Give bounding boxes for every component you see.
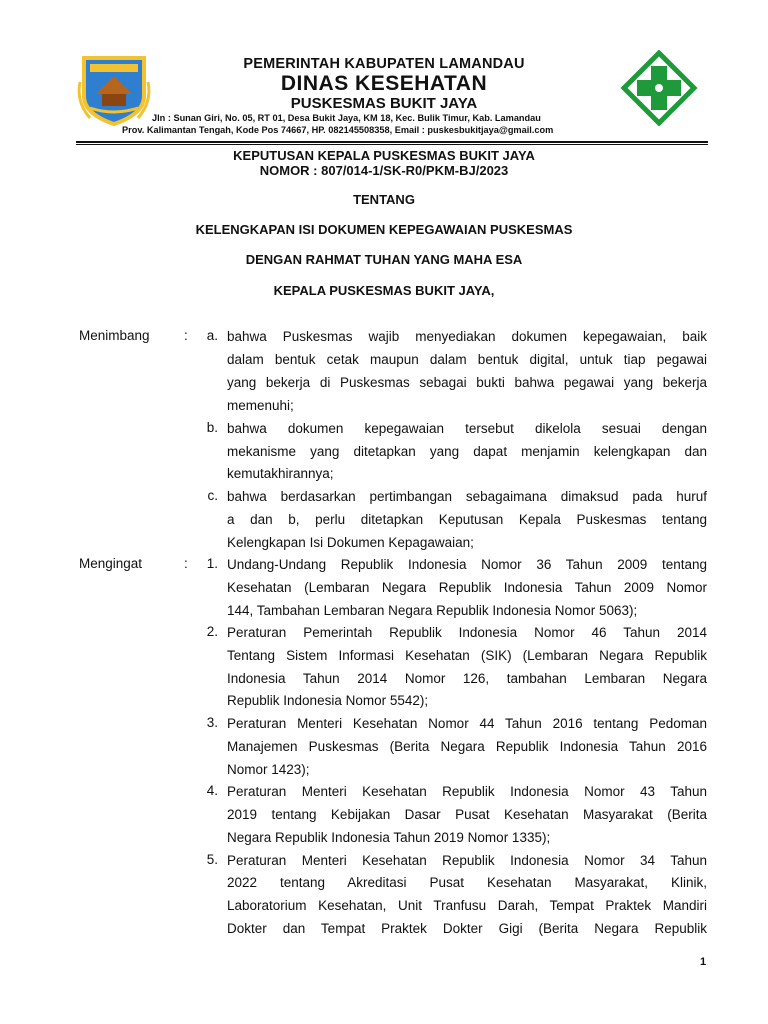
- mengingat-4-line-2: 2019 tentang Kebijakan Dasar Pusat Kesehatan Masyarakat (Berita: [227, 807, 707, 822]
- decree-blessing: DENGAN RAHMAT TUHAN YANG MAHA ESA: [245, 252, 523, 267]
- menimbang-a-line-3: yang bekerja di Puskesmas sebagai bukti bahwa pegawai yang bekerja: [227, 375, 707, 390]
- menimbang-a-line-1: bahwa Puskesmas wajib menyediakan dokumen kepegawaian, baik: [227, 329, 707, 344]
- menimbang-b-line-3: kemutakhirannya;: [227, 466, 334, 481]
- mengingat-1-line-3: 144, Tambahan Lembaran Negara Republik Indonesia Nomor 5063);: [227, 603, 638, 618]
- mengingat-2-line-3: Indonesia Tahun 2014 Nomor 126, tambahan Lembaran Negara: [227, 671, 707, 686]
- letterhead-institution: PUSKESMAS BUKIT JAYA: [290, 95, 478, 112]
- menimbang-label: Menimbang: [79, 328, 150, 343]
- decree-number: NOMOR : 807/014-1/SK-R0/PKM-BJ/2023: [259, 163, 509, 178]
- menimbang-mark-c: c.: [207, 488, 218, 503]
- menimbang-c-line-2: a dan b, perlu ditetapkan Keputusan Kepala Puskesmas tentang: [227, 512, 707, 527]
- menimbang-mark-b: b.: [206, 420, 218, 435]
- mengingat-2-line-4: Republik Indonesia Nomor 5542);: [227, 693, 429, 708]
- mengingat-mark-4: 4.: [206, 783, 218, 798]
- letterhead-address-line1: Jln : Sunan Giri, No. 05, RT 01, Desa Bukit Jaya, KM 18, Kec. Bulik Timur, Kab. Lamandau: [152, 113, 541, 123]
- menimbang-b-line-2: mekanisme yang ditetapkan yang dapat menjamin kelengkapan dan: [227, 444, 707, 459]
- letterhead-department: DINAS KESEHATAN: [280, 72, 488, 95]
- menimbang-a-line-2: dalam bentuk cetak maupun dalam bentuk digital, untuk tiap pegawai: [227, 352, 707, 367]
- menimbang-b-line-1: bahwa dokumen kepegawaian tersebut dikelola sesuai dengan: [227, 421, 707, 436]
- mengingat-3-line-2: Manajemen Puskesmas (Berita Negara Republik Indonesia Tahun 2016: [227, 739, 707, 754]
- mengingat-1-line-1: Undang-Undang Republik Indonesia Nomor 36 Tahun 2009 tentang: [227, 557, 707, 572]
- menimbang-c-line-1: bahwa berdasarkan pertimbangan sebagaimana dimaksud pada huruf: [227, 489, 707, 504]
- mengingat-2-line-2: Tentang Sistem Informasi Kesehatan (SIK) (Lembaran Negara Republik: [227, 648, 707, 663]
- letterhead-address-line2: Prov. Kalimantan Tengah, Kode Pos 74667, HP. 082145508358, Email : puskesbukitjaya@gmail.com: [122, 125, 554, 135]
- letterhead-divider: [76, 141, 708, 143]
- menimbang-c-line-3: Kelengkapan Isi Dokumen Kepagawaian;: [227, 535, 474, 550]
- mengingat-label: Mengingat: [79, 556, 143, 571]
- mengingat-mark-2: 2.: [206, 624, 218, 639]
- menimbang-a-line-4: memenuhi;: [227, 398, 294, 413]
- decree-heading: KEPUTUSAN KEPALA PUSKESMAS BUKIT JAYA: [233, 148, 535, 163]
- mengingat-2-line-1: Peraturan Pemerintah Republik Indonesia Nomor 46 Tahun 2014: [227, 625, 707, 640]
- mengingat-5-line-2: 2022 tentang Akreditasi Pusat Kesehatan Masyarakat, Klinik,: [227, 875, 707, 890]
- letterhead-government: PEMERINTAH KABUPATEN LAMANDAU: [243, 56, 525, 72]
- mengingat-5-line-4: Dokter dan Tempat Praktek Dokter Gigi (Berita Negara Republik: [227, 921, 707, 936]
- mengingat-mark-1: 1.: [206, 556, 218, 571]
- mengingat-1-line-2: Kesehatan (Lembaran Negara Republik Indonesia Tahun 2009 Nomor: [227, 580, 707, 595]
- mengingat-4-line-1: Peraturan Menteri Kesehatan Republik Indonesia Nomor 43 Tahun: [227, 784, 707, 799]
- mengingat-3-line-3: Nomor 1423);: [227, 762, 310, 777]
- mengingat-5-line-3: Laboratorium Kesehatan, Unit Tranfusu Darah, Tempat Praktek Mandiri: [227, 898, 707, 913]
- mengingat-mark-3: 3.: [206, 715, 218, 730]
- page-number: 1: [700, 956, 707, 968]
- mengingat-colon: :: [184, 556, 188, 571]
- menimbang-colon: :: [184, 328, 188, 343]
- mengingat-mark-5: 5.: [206, 852, 218, 867]
- decree-subject: KELENGKAPAN ISI DOKUMEN KEPEGAWAIAN PUSKESMAS: [195, 222, 573, 237]
- mengingat-4-line-3: Negara Republik Indonesia Tahun 2019 Nomor 1335);: [227, 830, 551, 845]
- letterhead-divider-thin: [76, 144, 708, 145]
- mengingat-5-line-1: Peraturan Menteri Kesehatan Republik Indonesia Nomor 34 Tahun: [227, 853, 707, 868]
- menimbang-mark-a: a.: [206, 328, 218, 343]
- decree-about: TENTANG: [353, 192, 415, 207]
- mengingat-3-line-1: Peraturan Menteri Kesehatan Nomor 44 Tahun 2016 tentang Pedoman: [227, 716, 707, 731]
- decree-authority: KEPALA PUSKESMAS BUKIT JAYA,: [273, 283, 495, 298]
